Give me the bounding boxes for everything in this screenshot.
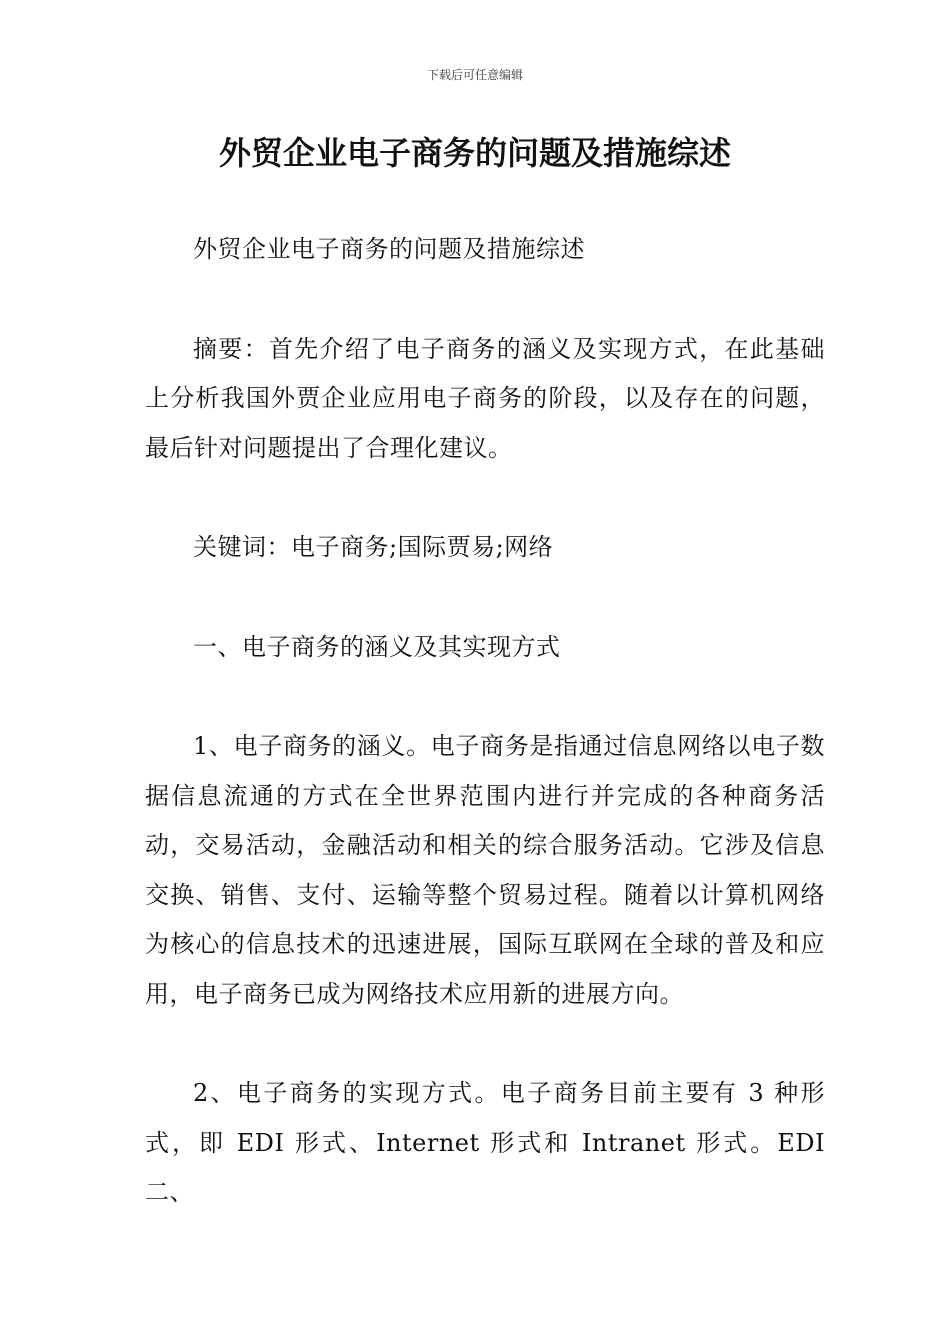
header-note: 下载后可任意编辑 (426, 68, 523, 82)
subtitle-paragraph: 外贸企业电子商务的问题及措施综述 (193, 235, 585, 263)
definition-paragraph: 1、电子商务的涵义。电子商务是指通过信息网络以电子数据信息流通的方式在全世界范围内进行并完成的各种商务活动，交易活动，金融活动和相关的综合服务活动。它涉及信息交换、销售、支付、运输等整个贸易过程。随着以计算机网络为核心的信息技术的迅速进展，国际互联网在全球的普及和应用，电子商务已成为网络技术应用新的进展方向。 (145, 732, 825, 1008)
implementation-paragraph: 2、电子商务的实现方式。电子商务目前主要有 3 种形式，即 EDI 形式、Internet 形式和 Intranet 形式。EDI 二、 (145, 1079, 825, 1206)
document-body (145, 225, 825, 1218)
document-title: 外贸企业电子商务的问题及措施综述 (218, 134, 731, 172)
abstract-paragraph: 摘要：首先介绍了电子商务的涵义及实现方式，在此基础上分析我国外贾企业应用电子商务的阶段，以及存在的问题，最后针对问题提出了合理化建议。 (145, 334, 825, 462)
keywords-paragraph: 关键词：电子商务;国际贾易;网络 (193, 533, 554, 561)
section-heading-1: 一、电子商务的涵义及其实现方式 (193, 632, 561, 661)
